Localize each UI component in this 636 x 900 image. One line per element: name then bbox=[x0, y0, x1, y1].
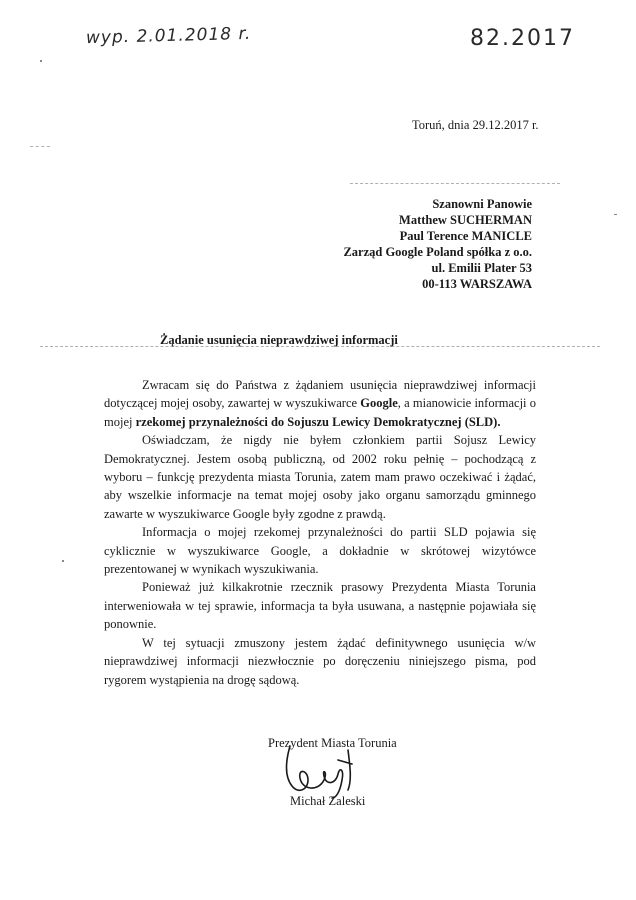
scan-speck bbox=[62, 560, 64, 562]
recipient-line: Matthew SUCHERMAN bbox=[399, 213, 532, 227]
body-paragraph: Informacja o mojej rzekomej przynależności do partii SLD pojawia się cyklicznie w wyszukiwarce Google, a dokładnie w skrótowej wizytówce prezentowanej w wynikach wyszukiwania. bbox=[104, 525, 536, 577]
body-paragraph: Oświadczam, że nigdy nie byłem członkiem partii Sojusz Lewicy Demokratycznej. Jestem osobą publiczną, od 2002 roku pełnię – pochodzącą z wyboru – funkcję prezydenta miasta Torunia, zatem mam prawo oczekiwać i żądać, aby wszelkie informacje na temat mojej osoby jako organu samorządu gminnego zawarte w wyszukiwarce Google były zgodne z prawdą. bbox=[104, 433, 536, 521]
letter-subject: Żądanie usunięcia nieprawdziwej informacji bbox=[160, 333, 398, 347]
handwritten-case-number: 82.2017 bbox=[470, 26, 575, 51]
body-paragraph: Zwracam się do Państwa z żądaniem usunięcia nieprawdziwej informacji dotyczącej mojej osoby, zawartej w wyszukiwarce Google, a mianowicie informacji o mojej rzekomej przynależności do Sojuszu Lewicy Demokratycznej (SLD). bbox=[104, 378, 536, 429]
scan-artifact-line bbox=[350, 183, 560, 184]
scan-margin-mark bbox=[30, 146, 50, 147]
scan-speck bbox=[614, 214, 617, 215]
recipient-line: 00-113 WARSZAWA bbox=[422, 277, 532, 291]
body-paragraph: Ponieważ już kilkakrotnie rzecznik prasowy Prezydenta Miasta Torunia interweniowała w tej sprawie, informacja ta była usuwana, a następnie pojawiała się ponownie. bbox=[104, 580, 536, 632]
body-paragraph: W tej sytuacji zmuszony jestem żądać definitywnego usunięcia w/w nieprawdziwej informacji niezwłocznie po doręczeniu niniejszego pisma, pod rygorem wystąpienia na drogę sądową. bbox=[104, 635, 536, 687]
letter-body bbox=[104, 376, 536, 689]
recipient-line: ul. Emilii Plater 53 bbox=[431, 261, 532, 275]
date-line: Toruń, dnia 29.12.2017 r. bbox=[412, 118, 539, 132]
signatory-title: Prezydent Miasta Torunia bbox=[268, 736, 397, 750]
recipient-line: Paul Terence MANICLE bbox=[399, 229, 532, 243]
recipient-line: Szanowni Panowie bbox=[432, 197, 532, 211]
recipient-line: Zarząd Google Poland spółka z o.o. bbox=[343, 245, 532, 259]
recipient-address bbox=[343, 196, 532, 292]
signatory-name: Michał Zaleski bbox=[290, 794, 366, 808]
handwritten-signature bbox=[278, 740, 368, 800]
scan-speck bbox=[40, 60, 42, 62]
handwritten-dispatch-note: wyp. 2.01.2018 r. bbox=[85, 23, 252, 49]
